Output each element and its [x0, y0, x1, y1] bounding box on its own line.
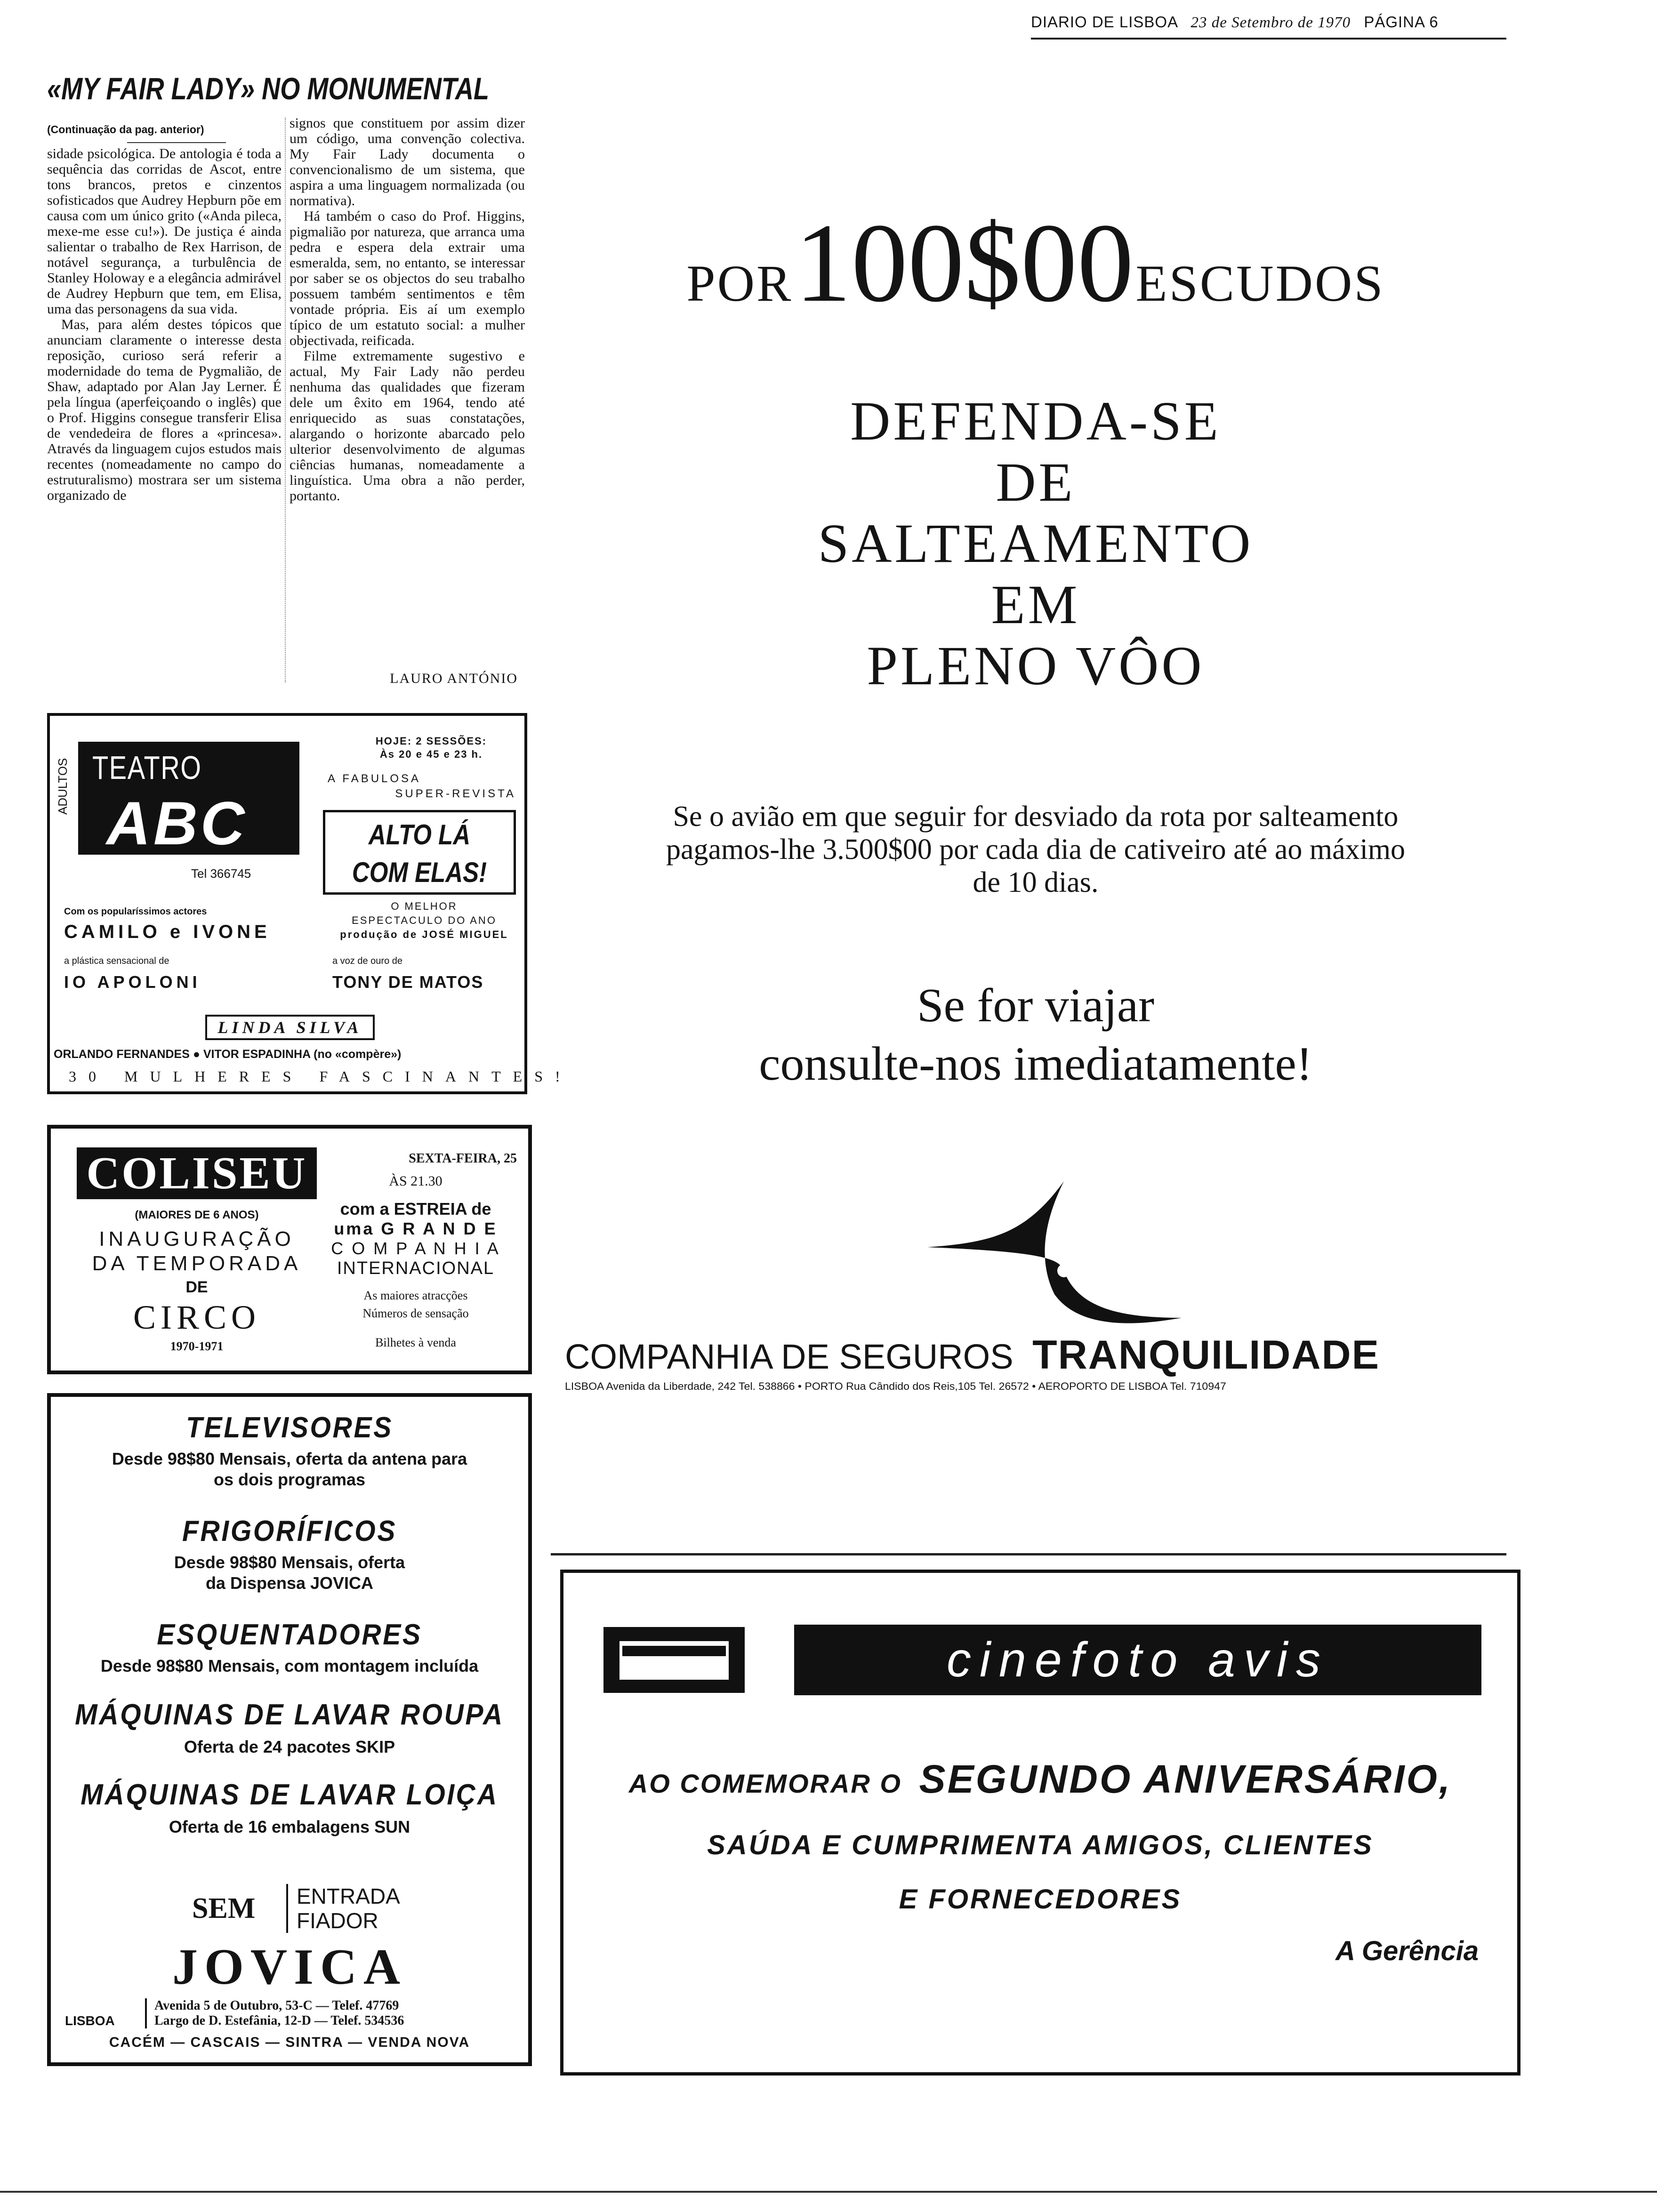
article-paragraph: Mas, para além destes tópicos que anunciam claramente o interesse desta reposição, curioso será referir a modernidade do tema de Pygmalião, de Shaw, adaptado por Alan Jay Lerner. É pela língua (aperfeiçoando o inglês) que o Prof. Higgins consegue transferir Elisa de vendedeira de flores a «princesa». Através da linguagem cujos estudos mais recentes (nomeadamente no campo do estruturalismo) mostrara ser um sistema organizado de [47, 317, 282, 503]
jovica-item-title: FRIGORÍFICOS [182, 1515, 397, 1547]
mulheres-line: 30 MULHERES FASCINANTES! [69, 1068, 572, 1085]
grande-line: uma G R A N D E [334, 1219, 498, 1238]
store-address: Largo de D. Estefânia, 12-D — Telef. 534536 [154, 2013, 404, 2028]
attractions-line: As maiores atracções [363, 1289, 468, 1302]
article-column-1 [47, 146, 282, 687]
headline-line: DEFENDA-SE [850, 390, 1221, 452]
entrada-label: ENTRADA [297, 1884, 400, 1908]
event-day: SEXTA-FEIRA, 25 [409, 1151, 517, 1166]
jovica-item-title: ESQUENTADORES [157, 1619, 422, 1651]
article-title: «MY FAIR LADY» NO MONUMENTAL [47, 71, 490, 106]
jovica-item-line: os dois programas [213, 1470, 366, 1489]
cinefoto-ad [560, 1570, 1520, 2076]
sem-label: SEM [192, 1892, 256, 1924]
best-show-note [328, 899, 521, 942]
season-years: 1970-1971 [170, 1339, 224, 1353]
teatro-abc-logo [78, 742, 299, 858]
newspaper-name: DIARIO DE LISBOA [1031, 13, 1178, 31]
article-paragraph: Filme extremamente sugestivo e actual, My Fair Lady não perdeu nenhuma das qualidades que fizeram dele um êxito em 1964, tendo até enriquecido as suas constatações, alargando o horizonte abarcado pelo ulterior desenvolvimento de algumas ciências humanas, nomeadamente a linguística. Uma obra a não perder, portanto. [290, 348, 525, 504]
age-note: (MAIORES DE 6 ANOS) [135, 1209, 259, 1221]
circus-title: CIRCO [133, 1298, 261, 1336]
insurance-headline [612, 391, 1459, 697]
event-time: ÀS 21.30 [389, 1173, 442, 1189]
teatro-logo-top: TEATRO [92, 749, 202, 786]
revue-tagline-line: A FABULOSA [328, 772, 421, 785]
jovica-item-line: Oferta de 24 pacotes SKIP [184, 1737, 395, 1756]
article-continuation: (Continuação da pag. anterior) [47, 123, 204, 136]
store-addresses [145, 1998, 404, 2028]
cinefoto-brand: cinefoto avis [794, 1625, 1481, 1695]
plastic-intro: a plástica sensacional de [64, 956, 169, 966]
call-line: Se for viajar [917, 979, 1155, 1032]
article-column-2 [290, 115, 525, 657]
article-paragraph: signos que constituem por assim dizer um código, uma convenção colectiva. My Fair Lady documenta o convencionalismo de um sistema, que aspira a uma linguagem normalizada (ou normativa). [290, 115, 525, 208]
anniversary-line [563, 1756, 1517, 1802]
of-label: DE [185, 1278, 208, 1296]
jovica-item-line: Desde 98$80 Mensais, oferta da antena para [112, 1449, 467, 1468]
issue-date: 23 de Setembro de 1970 [1190, 14, 1351, 31]
apoloni-name: IO APOLONI [64, 972, 201, 992]
show-title-box [323, 810, 516, 895]
page-number: PÁGINA 6 [1364, 13, 1439, 31]
anniversary-intro: AO COMEMORAR O [628, 1769, 902, 1798]
no-deposit-block [286, 1884, 400, 1933]
actors-names: CAMILO e IVONE [64, 922, 271, 942]
jovica-item-title: MÁQUINAS DE LAVAR LOIÇA [80, 1779, 499, 1811]
tickets-line: Bilhetes à venda [375, 1336, 456, 1349]
jovica-brand: JOVICA [172, 1939, 407, 1995]
adults-label: ADULTOS [56, 758, 70, 815]
signature: A Gerência [1335, 1936, 1479, 1966]
insurance-body: Se o avião em que seguir for desviado da rota por salteamento pagamos-lhe 3.500$00 por cada dia de cativeiro até ao máximo de 10 dias. [666, 801, 1406, 898]
cinefoto-logo-icon [603, 1627, 745, 1693]
teatro-logo-main: ABC [106, 789, 248, 858]
jovica-item-line: Desde 98$80 Mensais, com montagem incluída [100, 1656, 479, 1675]
company-addresses: LISBOA Avenida da Liberdade, 242 Tel. 538866 • PORTO Rua Cândido dos Reis,105 Tel. 26572 • AEROPORTO DE LISBOA Tel. 710947 [565, 1380, 1226, 1392]
page-header [1031, 13, 1506, 32]
jovica-item-title: TELEVISORES [186, 1411, 393, 1444]
inauguration: INAUGURAÇÃO [99, 1227, 295, 1250]
teatro-phone: Tel 366745 [191, 866, 251, 881]
producer-line: produção de JOSÉ MIGUEL [340, 929, 508, 940]
international-line: INTERNACIONAL [337, 1258, 495, 1278]
companhia-line: C O M P A N H I A [331, 1239, 500, 1258]
greeting-line: SAÚDA E CUMPRIMENTA AMIGOS, CLIENTES [707, 1830, 1374, 1860]
showtimes [346, 735, 516, 761]
greeting-line: E FORNECEDORES [899, 1884, 1182, 1915]
cast-line: ORLANDO FERNANDES ● VITOR ESPADINHA (no «compère») [54, 1048, 402, 1061]
headline-line: EM [991, 574, 1080, 635]
show-title-line: COM ELAS! [352, 857, 487, 888]
company-prefix: COMPANHIA DE SEGUROS [565, 1337, 1014, 1376]
article-paragraph: sidade psicológica. De antologia é toda a sequência das corridas de Ascot, entre tons brancos, pretos e cinzentos sofisticados que Audrey Hepburn põe em causa com um único grito («Anda pileca, mexe-me esse cu!»). De justiça é ainda salientar o trabalho de Rex Harrison, de notável segurança, a turbulência de Stanley Holoway e a elegância admirável de Audrey Hepburn que tem, em Elisa, uma das personagens da sua vida. [47, 146, 282, 317]
linda-silva-box: LINDA SILVA [205, 1015, 375, 1040]
jovica-ad [47, 1393, 532, 2066]
fiador-label: FIADOR [297, 1908, 378, 1933]
insurance-call [659, 977, 1412, 1093]
jovica-item-line: da Dispensa JOVICA [205, 1573, 374, 1593]
header-rule [1031, 38, 1506, 40]
show-title-line: ALTO LÁ [368, 819, 471, 850]
best-show-line: O MELHOR [391, 900, 458, 912]
price-headline [565, 198, 1506, 328]
actors-intro: Com os popularíssimos actores [64, 906, 207, 917]
company-brand: TRANQUILIDADE [1032, 1332, 1380, 1378]
season: DA TEMPORADA [92, 1252, 302, 1275]
coliseu-ad [47, 1125, 532, 1374]
headline-line: SALTEAMENTO [818, 513, 1254, 574]
headline-line: DE [996, 451, 1076, 513]
article-author: LAURO ANTÓNIO [390, 671, 518, 686]
revue-tagline [328, 771, 521, 801]
numbers-line: Números de sensação [362, 1306, 469, 1320]
voice-intro: a voz de ouro de [332, 956, 402, 966]
tony-name: TONY DE MATOS [332, 972, 484, 992]
call-line: consulte-nos imediatamente! [759, 1037, 1312, 1090]
coliseu-logo: COLISEU [77, 1147, 317, 1199]
teatro-abc-ad [47, 713, 572, 1094]
showtimes-line: Às 20 e 45 e 23 h. [379, 748, 483, 760]
page-bottom-rule [0, 2191, 1657, 2193]
headline-line: PLENO VÔO [867, 635, 1205, 697]
section-rule [551, 1553, 1506, 1555]
jovica-item-title: MÁQUINAS DE LAVAR ROUPA [75, 1699, 504, 1731]
store-address: Avenida 5 de Outubro, 53-C — Telef. 47769 [154, 1998, 399, 2013]
tranquilidade-logo-icon [923, 1177, 1186, 1327]
company-name [565, 1332, 1497, 1378]
article-paragraph: Há também o caso do Prof. Higgins, pigmalião por natureza, que arranca uma pedra e espera dela extrair uma esmeralda, sem, no entanto, se interessar por saber se os objectos do seu trabalho possuem também sentimentos e têm vontade própria. Eis aí um exemplo típico de um estatuto social: a mulher objectivada, reificada. [290, 208, 525, 348]
anniversary-title: SEGUNDO ANIVERSÁRIO, [919, 1757, 1452, 1801]
price-value: 100$00 [795, 200, 1134, 325]
jovica-item-line: Oferta de 16 embalagens SUN [169, 1817, 410, 1836]
jovica-item-line: Desde 98$80 Mensais, oferta [174, 1553, 405, 1572]
showtimes-line: HOJE: 2 SESSÕES: [375, 735, 487, 747]
por-word: POR [686, 255, 793, 312]
city-label: LISBOA [65, 2013, 115, 2028]
continuation-rule [127, 142, 226, 143]
revue-tagline-line: SUPER-REVISTA [395, 787, 516, 800]
column-divider [285, 118, 286, 682]
best-show-line: ESPECTACULO DO ANO [352, 914, 497, 926]
premiere-line: com a ESTREIA de [340, 1199, 491, 1218]
escudos-word: ESCUDOS [1135, 255, 1385, 312]
branch-towns: CACÉM — CASCAIS — SINTRA — VENDA NOVA [109, 2035, 470, 2050]
